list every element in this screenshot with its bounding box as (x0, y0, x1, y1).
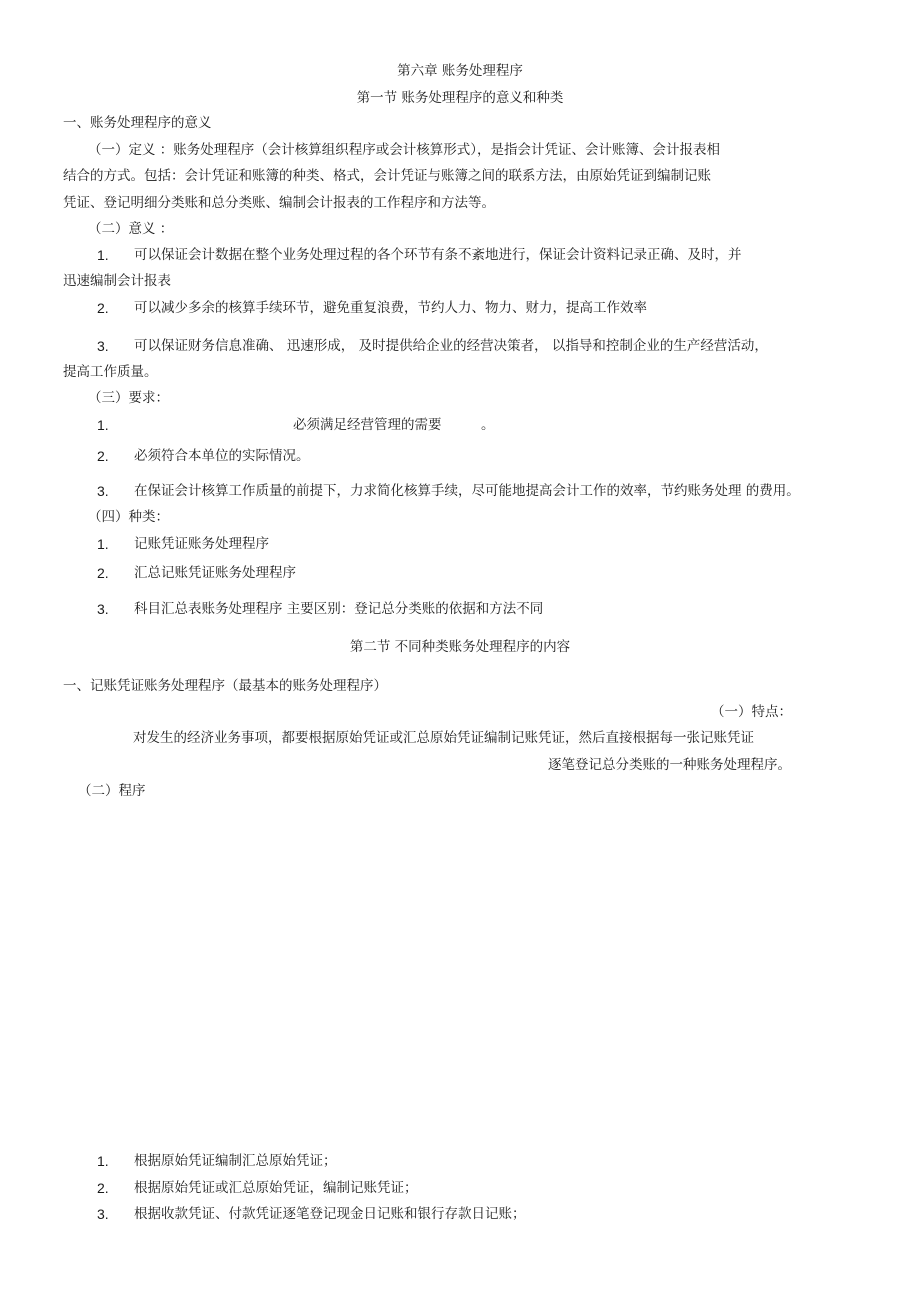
significance-item-1-num: 1. (97, 247, 109, 263)
significance-item-1-text: 可以保证会计数据在整个业务处理过程的各个环节有条不紊地进行，保证会计资料记录正确、及时，并 (134, 247, 742, 263)
types-item-3-num: 3. (97, 601, 109, 617)
significance-item-3-text: 可以保证财务信息准确、 迅速形成， 及时提供给企业的经营决策者， 以指导和控制企业的生产经营活动， (134, 338, 768, 354)
requirements-item-1-num: 1. (97, 417, 109, 433)
significance-item-1-cont: 迅速编制会计报表 (63, 273, 171, 289)
definition-line-1: （一）定义 ：账务处理程序（会计核算组织程序或会计核算形式），是指会计凭证、会计账簿、会计报表相 (88, 142, 721, 158)
procedure-item-3-text: 根据收款凭证、付款凭证逐笔登记现金日记账和银行存款日记账； (134, 1206, 526, 1222)
procedure-item-1-num: 1. (97, 1153, 109, 1169)
features-line-2: 逐笔登记总分类账的一种账务处理程序。 (548, 757, 791, 773)
procedure-title: （二）程序 (78, 783, 146, 799)
requirements-item-2-text: 必须符合本单位的实际情况。 (134, 448, 310, 464)
features-title: （一）特点： (711, 704, 792, 720)
significance-item-3-num: 3. (97, 338, 109, 354)
types-item-1-text: 记账凭证账务处理程序 (134, 536, 269, 552)
significance-item-2-num: 2. (97, 300, 109, 316)
section2-heading: 一、记账凭证账务处理程序（最基本的账务处理程序） (63, 678, 387, 694)
requirements-title: （三）要求： (88, 390, 169, 406)
features-line-1: 对发生的经济业务事项，都要根据原始凭证或汇总原始凭证编制记账凭证，然后直接根据每一张记账凭证 (133, 730, 754, 746)
types-item-1-num: 1. (97, 536, 109, 552)
significance-title: （二）意义 ： (88, 221, 174, 237)
procedure-item-2-num: 2. (97, 1180, 109, 1196)
definition-line-2: 结合的方式。包括：会计凭证和账簿的种类、格式，会计凭证与账簿之间的联系方法，由原始凭证到编制记账 (63, 168, 711, 184)
requirements-item-3-text: 在保证会计核算工作质量的前提下，力求简化核算手续，尽可能地提高会计工作的效率，节约账务处理 的费用。 (134, 483, 800, 499)
chapter-title: 第六章 账务处理程序 (397, 63, 523, 79)
types-title: （四）种类： (88, 509, 169, 525)
types-item-2-text: 汇总记账凭证账务处理程序 (134, 565, 296, 581)
requirements-item-1-text: 必须满足经营管理的需要 (293, 417, 442, 433)
significance-item-3-cont: 提高工作质量。 (63, 364, 158, 380)
requirements-item-2-num: 2. (97, 448, 109, 464)
procedure-item-2-text: 根据原始凭证或汇总原始凭证，编制记账凭证； (134, 1180, 418, 1196)
section1-title: 第一节 账务处理程序的意义和种类 (356, 90, 564, 106)
procedure-item-1-text: 根据原始凭证编制汇总原始凭证； (134, 1153, 337, 1169)
types-item-3-text: 科目汇总表账务处理程序 主要区别：登记总分类账的依据和方法不同 (134, 601, 544, 617)
requirements-item-1-suffix: 。 (481, 417, 495, 433)
section2-title: 第二节 不同种类账务处理程序的内容 (349, 639, 571, 655)
types-item-2-num: 2. (97, 565, 109, 581)
requirements-item-3-num: 3. (97, 483, 109, 499)
section1-heading: 一、账务处理程序的意义 (63, 115, 212, 131)
significance-item-2-text: 可以减少多余的核算手续环节，避免重复浪费，节约人力、物力、财力，提高工作效率 (134, 300, 647, 316)
definition-line-3: 凭证、登记明细分类账和总分类账、编制会计报表的工作程序和方法等。 (63, 195, 495, 211)
procedure-item-3-num: 3. (97, 1206, 109, 1222)
